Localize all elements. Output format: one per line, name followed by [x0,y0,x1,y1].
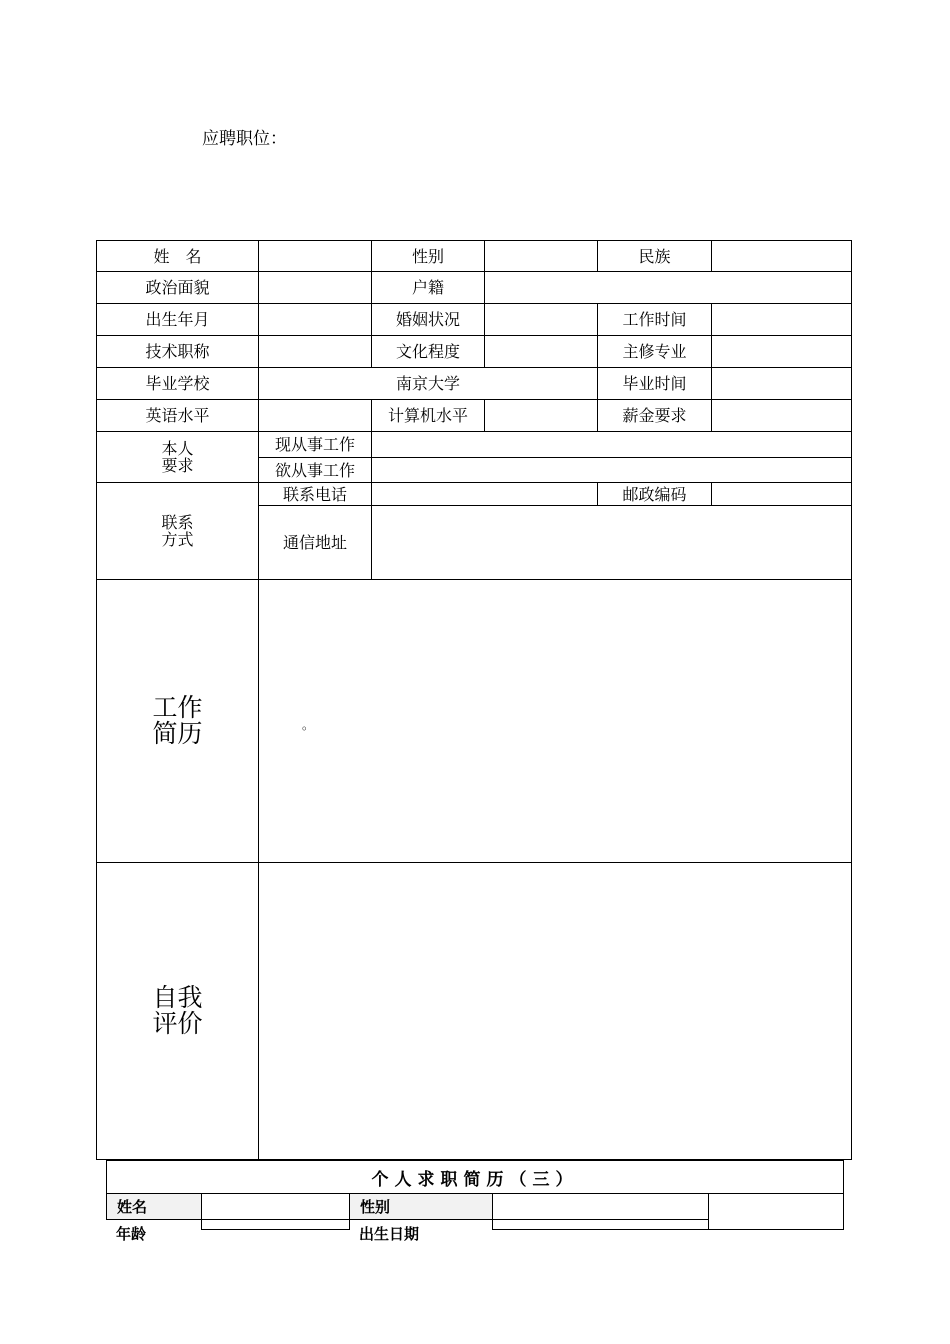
resume3-table [106,1160,844,1243]
work-history-text: 。 [302,718,315,732]
label-grad-time: 毕业时间 [597,367,712,400]
field-education[interactable] [484,335,598,368]
field-grad-time[interactable] [711,367,852,400]
resume3-label-name: 姓名 [106,1193,202,1220]
field-desired-work[interactable] [371,457,852,483]
field-postcode[interactable] [711,482,852,506]
field-salary[interactable] [711,399,852,432]
resume3-field-birth-date[interactable] [492,1219,709,1230]
label-current-work: 现从事工作 [258,431,372,458]
field-political-status[interactable] [258,271,372,304]
resume3-label-age: 年龄 [116,1225,147,1243]
label-desired-work: 欲从事工作 [258,457,372,483]
label-requirements: 本人 要求 [96,431,259,483]
label-address: 通信地址 [258,505,372,580]
resume3-label-gender: 性别 [349,1193,493,1220]
label-self-eval: 自我 评价 [96,862,259,1160]
field-birth[interactable] [258,303,372,336]
resume-form-table [96,240,852,1160]
label-phone: 联系电话 [258,482,372,506]
label-title: 技术职称 [96,335,259,368]
field-household[interactable] [484,271,852,304]
label-contact: 联系 方式 [96,482,259,580]
resume3-title: 个人求职简历（三） [106,1160,844,1194]
label-english: 英语水平 [96,399,259,432]
field-gender[interactable] [484,240,598,272]
label-salary: 薪金要求 [597,399,712,432]
label-postcode: 邮政编码 [597,482,712,506]
position-label: 应聘职位： [202,129,287,149]
label-household: 户籍 [371,271,485,304]
field-current-work[interactable] [371,431,852,458]
label-work-history: 工作 简历 [96,579,259,863]
field-work-time[interactable] [711,303,852,336]
label-gender: 性别 [371,240,485,272]
label-political-status: 政治面貌 [96,271,259,304]
label-work-time: 工作时间 [597,303,712,336]
label-education: 文化程度 [371,335,485,368]
field-marital[interactable] [484,303,598,336]
resume3-photo [708,1193,844,1230]
label-computer: 计算机水平 [371,399,485,432]
field-major[interactable] [711,335,852,368]
resume3-field-age[interactable] [201,1219,350,1230]
label-major: 主修专业 [597,335,712,368]
label-ethnicity: 民族 [597,240,712,272]
field-school[interactable]: 南京大学 [258,367,598,400]
field-ethnicity[interactable] [711,240,852,272]
label-name: 姓 名 [96,240,259,272]
resume3-field-name[interactable] [201,1193,350,1220]
field-title[interactable] [258,335,372,368]
field-phone[interactable] [371,482,598,506]
label-birth: 出生年月 [96,303,259,336]
field-self-eval[interactable] [258,862,852,1160]
resume3-field-gender[interactable] [492,1193,709,1220]
resume3-label-birth-date: 出生日期 [359,1225,420,1243]
label-marital: 婚姻状况 [371,303,485,336]
field-name[interactable] [258,240,372,272]
field-english[interactable] [258,399,372,432]
label-school: 毕业学校 [96,367,259,400]
field-address[interactable] [371,505,852,580]
field-computer[interactable] [484,399,598,432]
field-work-history[interactable] [258,579,852,863]
